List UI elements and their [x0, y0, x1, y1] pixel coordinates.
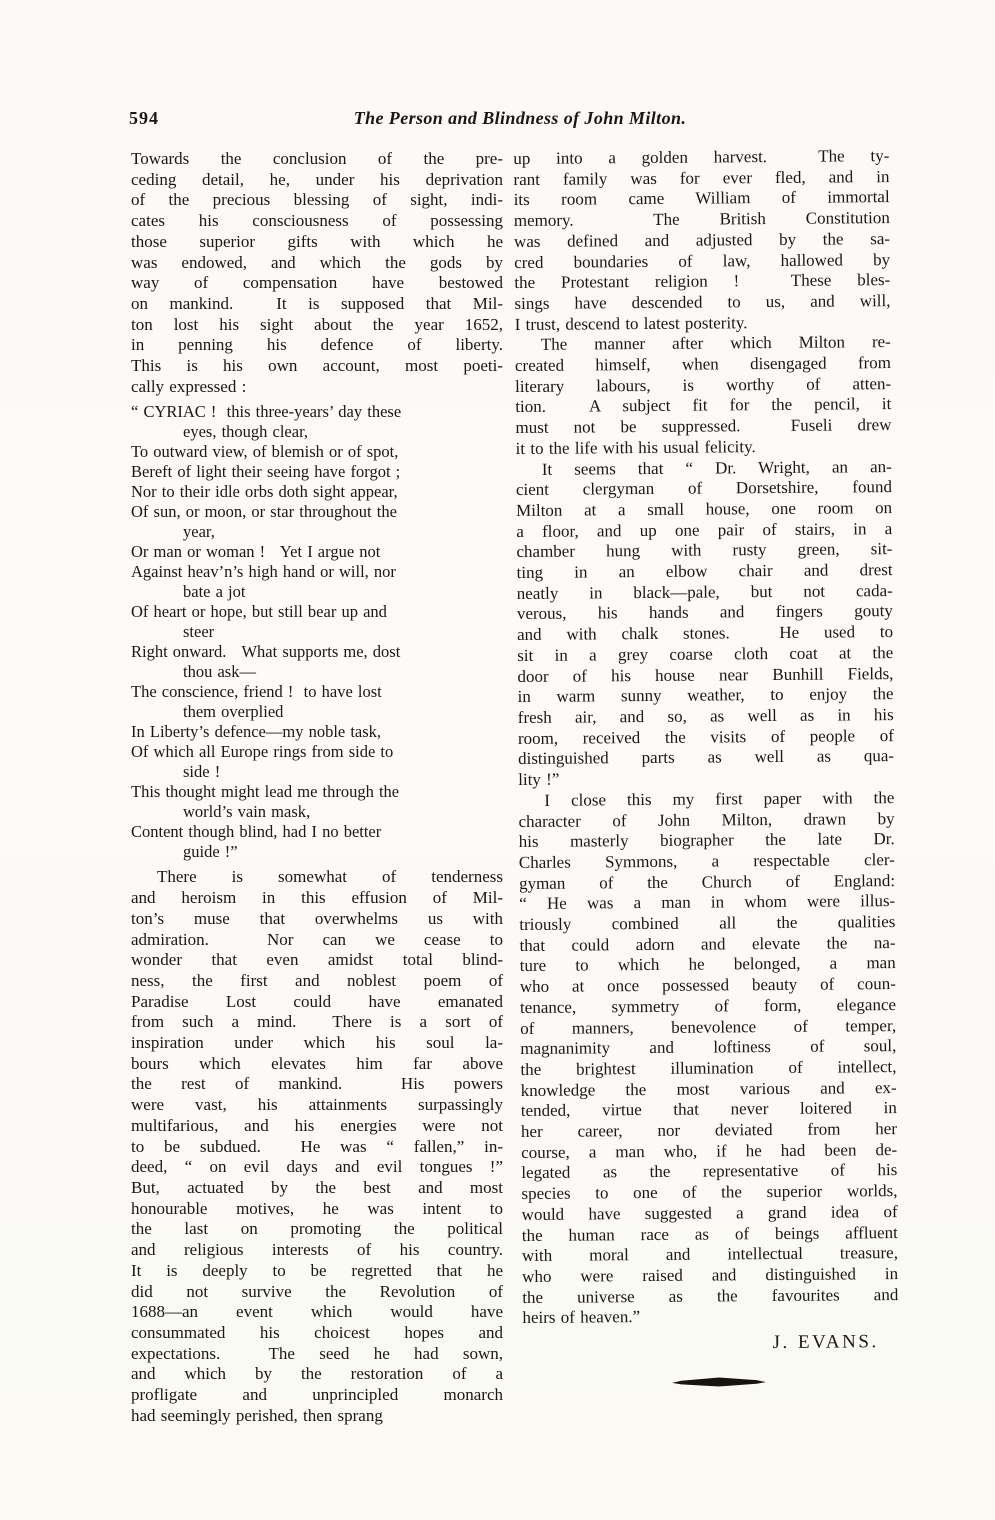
text-line: Right onward. What supports me, dost — [131, 642, 401, 662]
text-line: course, a man who, if he had been de- — [521, 1139, 898, 1162]
text-line: ture to which he belonged, a man — [519, 953, 896, 976]
text-line: cates his consciousness of possessing — [131, 211, 503, 231]
text-line: her career, nor deviated from her — [520, 1119, 898, 1142]
text-line: did not survive the Revolution of — [131, 1281, 503, 1301]
text-line: tion. A subject fit for the pencil, it — [515, 394, 892, 417]
right-column — [513, 146, 899, 1388]
golden-harvest-paragraph — [513, 146, 890, 335]
text-line: Or man or woman ! Yet I argue not — [131, 542, 381, 562]
text-line: tenance, symmetry of form, elegance — [519, 994, 897, 1017]
text-line: cally expressed : — [131, 376, 247, 396]
text-line: multifarious, and his energies were not — [131, 1115, 503, 1135]
text-line: ton’s muse that overwhelms us with — [131, 908, 503, 928]
author-signature — [523, 1330, 899, 1357]
text-line: gyman of the Church of England: — [518, 870, 896, 893]
text-line: sings have descended to us, and will, — [514, 291, 891, 313]
dr-wright-paragraph — [516, 457, 895, 791]
text-line: I close this my first paper with the — [544, 787, 895, 810]
text-line: legated as the representative of his — [521, 1160, 898, 1183]
text-line: knowledge the most various and ex- — [520, 1077, 897, 1100]
text-line: To outward view, of blemish or of spot, — [131, 442, 399, 462]
text-line: of the precious blessing of sight, indi- — [131, 190, 503, 210]
text-line: It is deeply to be regretted that he — [131, 1260, 503, 1280]
text-line: profligate and unprincipled monarch — [131, 1385, 503, 1405]
text-line: heirs of heaven.” — [522, 1307, 641, 1328]
text-line: Of which all Europe rings from side to — [131, 742, 394, 762]
text-line: triously combined all the qualities — [519, 912, 896, 935]
text-line: This thought might lead me through the — [131, 782, 400, 802]
text-line: Bereft of light their seeing have forgot ; — [131, 462, 401, 482]
text-line: inspiration under which his soul la- — [131, 1033, 503, 1053]
text-line: expectations. The seed he had sown, — [131, 1343, 503, 1363]
text-line: wonder that even amidst total blind- — [131, 950, 503, 970]
text-line: of manners, benevolence of temper, — [520, 1015, 897, 1038]
text-line: chamber hung with rusty green, sit- — [516, 539, 893, 562]
text-line: created himself, when disengaged from — [514, 353, 892, 376]
text-line: The conscience, friend ! to have lost — [131, 682, 382, 702]
text-line: species to one of the superior worlds, — [521, 1181, 898, 1204]
text-line: was endowed, and which the gods by — [131, 252, 503, 272]
text-line: sit in a grey coarse cloth coat at the — [517, 642, 894, 665]
text-line: world’s vain mask, — [183, 802, 311, 822]
text-line: 1688—an event which would have — [131, 1302, 503, 1322]
text-line: ton lost his sight about the year 1652, — [131, 314, 503, 334]
text-line: had seemingly perished, then sprang — [131, 1405, 383, 1425]
text-line: that could adorn and elevate the na- — [519, 932, 896, 955]
text-line: it to the life with his usual felicity. — [515, 436, 756, 458]
text-line: distinguished parts as well as qua- — [517, 746, 895, 769]
text-line: admiration. Nor can we cease to — [131, 929, 503, 949]
tenderness-paragraph — [131, 867, 503, 1426]
text-line: “ CYRIAC ! this three-years’ day these — [131, 402, 402, 422]
text-line: and which by the restoration of a — [131, 1364, 503, 1384]
text-line: year, — [183, 522, 215, 542]
text-line: in penning his defence of liberty. — [131, 335, 503, 355]
text-line: with moral and intellectual treasure, — [521, 1243, 899, 1266]
text-line: bate a jot — [183, 582, 246, 602]
text-line: were vast, his attainments surpassingly — [131, 1095, 503, 1115]
text-line: Of heart or hope, but still bear up and — [131, 602, 387, 622]
text-line: In Liberty’s defence—my noble task, — [131, 722, 382, 742]
left-column — [131, 149, 503, 1426]
text-line: verous, his hands and fingers gouty — [516, 601, 893, 624]
text-line: from such a mind. There is a sort of — [131, 1012, 503, 1032]
text-line: ness, the first and noblest poem of — [131, 970, 503, 990]
text-line: bours which elevates him far above — [131, 1053, 503, 1073]
text-line: Towards the conclusion of the pre- — [131, 149, 503, 168]
text-line: cient clergyman of Dorsetshire, found — [515, 477, 893, 500]
text-line: must not be suppressed. Fuseli drew — [515, 415, 892, 438]
text-line: The manner after which Milton re- — [540, 332, 891, 355]
text-line: eyes, though clear, — [183, 422, 309, 442]
text-line: the last on promoting the political — [131, 1219, 503, 1239]
text-line: door of his house near Bunhill Fields, — [517, 663, 894, 686]
text-line: neatly in black—pale, but not cada- — [516, 580, 893, 603]
text-line: up into a golden harvest. The ty- — [513, 146, 890, 169]
text-line: way of compensation have bestowed — [131, 273, 503, 293]
text-line: I trust, descend to latest posterity. — [514, 312, 748, 334]
text-line: honourable motives, he was intent to — [131, 1198, 503, 1218]
text-line: and heroism in this effusion of Mil- — [131, 888, 503, 908]
end-divider-rule — [672, 1377, 766, 1387]
text-line: But, actuated by the best and most — [131, 1177, 503, 1197]
text-line: Nor to their idle orbs doth sight appear, — [131, 482, 398, 502]
text-line: was defined and adjusted by the sa- — [513, 228, 891, 251]
text-line: “ He was a man in whom were illus- — [519, 891, 896, 914]
text-line: tended, virtue that never loitered in — [520, 1098, 897, 1121]
text-line: There is somewhat of tenderness — [157, 867, 503, 887]
text-line: them overplied — [183, 702, 284, 722]
text-line: Content though blind, had I no better — [131, 822, 382, 842]
text-line: It seems that “ Dr. Wright, an an- — [541, 456, 892, 479]
text-line: Of sun, or moon, or star throughout the — [131, 502, 397, 522]
text-line: ceding detail, he, under his deprivation — [131, 169, 503, 189]
text-line: in warm sunny weather, to enjoy the — [517, 684, 894, 707]
closing-paragraph — [518, 788, 898, 1329]
milton-sonnet-quotation — [131, 402, 503, 862]
text-line: would have suggested a grand idea of — [521, 1201, 898, 1224]
text-line: deed, “ on evil days and evil tongues !” — [131, 1157, 503, 1177]
text-line: Paradise Lost could have emanated — [131, 991, 503, 1011]
text-line: guide !” — [183, 842, 238, 862]
text-line: ting in an elbow chair and drest — [516, 560, 893, 583]
text-line: cred boundaries of law, hallowed by — [514, 249, 891, 272]
text-line: rant family was for ever fled, and in — [513, 166, 890, 189]
text-line: Charles Symmons, a respectable cler- — [518, 849, 895, 872]
text-line: lity !” — [518, 769, 560, 790]
text-line: the brightest illumination of intellect, — [520, 1056, 897, 1079]
text-line: who at once possessed beauty of coun- — [519, 974, 896, 997]
text-line: those superior gifts with which he — [131, 231, 503, 251]
text-line: the universe as the favourites and — [522, 1284, 899, 1307]
text-line: and religious interests of his country. — [131, 1240, 503, 1260]
text-line: consummated his choicest hopes and — [131, 1322, 503, 1342]
text-line: to be subdued. He was “ fallen,” in- — [131, 1136, 503, 1156]
text-line: on mankind. It is supposed that Mil- — [131, 293, 503, 313]
text-line: Milton at a small house, one room on — [516, 498, 893, 520]
intro-paragraph — [131, 149, 503, 397]
text-line: J. EVANS. — [772, 1331, 879, 1354]
text-line: and with chalk stones. He used to — [517, 622, 894, 645]
running-title: The Person and Blindness of John Milton. — [353, 108, 687, 128]
text-line: This is his own account, most poeti- — [131, 356, 503, 376]
text-line: literary labours, is worthy of atten- — [515, 373, 892, 396]
text-line: who were raised and distinguished in — [522, 1264, 899, 1286]
text-line: Against heav’n’s high hand or will, nor — [131, 562, 396, 582]
text-line: a floor, and up one pair of stairs, in a — [516, 518, 893, 541]
text-line: memory. The British Constitution — [513, 208, 890, 231]
text-line: the human race as of beings affluent — [521, 1222, 898, 1245]
manner-paragraph — [515, 332, 892, 459]
text-line: side ! — [183, 762, 221, 782]
text-line: its room came William of immortal — [513, 187, 890, 210]
text-line: magnanimity and loftiness of soul, — [520, 1036, 897, 1059]
page-number: 594 — [129, 108, 159, 128]
text-line: fresh air, and so, as well as in his — [517, 705, 894, 728]
text-line: room, received the visits of people of — [517, 725, 894, 748]
text-line: his masterly biographer the late Dr. — [518, 829, 895, 852]
text-line: steer — [183, 622, 215, 642]
text-line: thou ask— — [183, 662, 256, 682]
text-line: character of John Milton, drawn by — [518, 808, 895, 831]
text-line: the rest of mankind. His powers — [131, 1074, 503, 1094]
text-line: the Protestant religion ! These bles- — [514, 270, 891, 293]
